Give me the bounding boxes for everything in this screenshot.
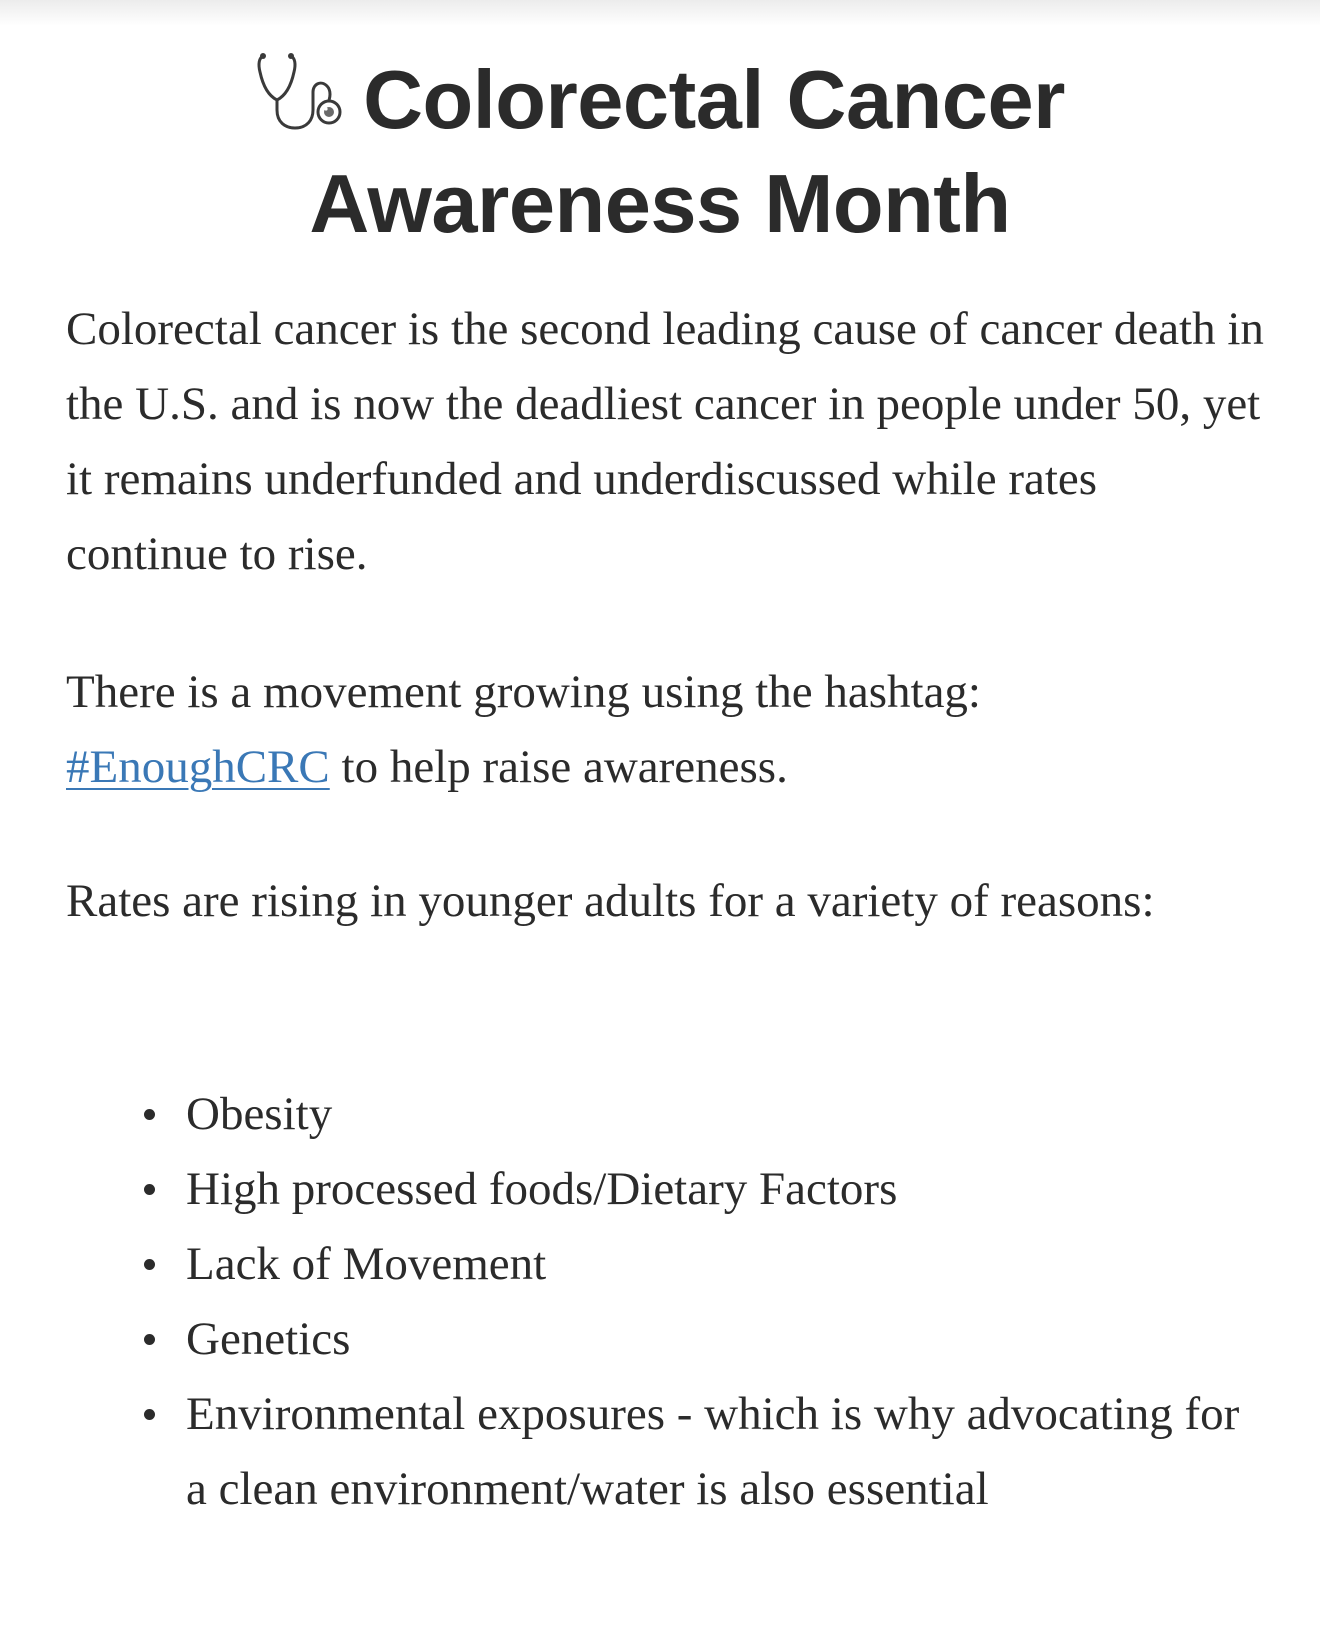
list-item bbox=[186, 1227, 1266, 1302]
list-item bbox=[186, 1377, 1266, 1527]
movement-text: There is a movement growing using the hashtag: bbox=[66, 666, 981, 718]
bullet-icon bbox=[144, 1109, 155, 1120]
movement-paragraph bbox=[66, 655, 1266, 805]
bullet-icon bbox=[144, 1184, 155, 1195]
title-line-2: Awareness Month bbox=[309, 157, 1011, 250]
reasons-list bbox=[186, 1077, 1266, 1527]
top-shadow bbox=[0, 0, 1320, 26]
list-item-text: Obesity bbox=[186, 1088, 333, 1140]
list-item-text: High processed foods/Dietary Factors bbox=[186, 1163, 898, 1215]
list-item-text: Lack of Movement bbox=[186, 1238, 547, 1290]
list-item bbox=[186, 1077, 1266, 1152]
hashtag-link[interactable]: #EnoughCRC bbox=[66, 741, 330, 793]
title-text-1: Colorectal Cancer bbox=[363, 53, 1065, 146]
list-item bbox=[186, 1302, 1266, 1377]
bullet-icon bbox=[144, 1334, 155, 1345]
list-item-text: Environmental exposures - which is why advocating for a clean environment/water is also essential bbox=[186, 1388, 1240, 1515]
bullet-icon bbox=[144, 1409, 155, 1420]
bullet-icon bbox=[144, 1259, 155, 1270]
reasons-intro: Rates are rising in younger adults for a variety of reasons: bbox=[66, 875, 1155, 927]
page-title bbox=[0, 48, 1320, 256]
title-line-1 bbox=[0, 48, 1320, 152]
stethoscope-icon bbox=[255, 48, 353, 134]
list-item-text: Genetics bbox=[186, 1313, 351, 1365]
intro-paragraph: Colorectal cancer is the second leading cause of cancer death in the U.S. and is now the deadliest cancer in people under 50, yet it remains underfunded and underdiscussed while rates continue to rise. bbox=[66, 303, 1264, 580]
movement-text-after: to help raise awareness. bbox=[329, 741, 788, 793]
list-item bbox=[186, 1152, 1266, 1227]
